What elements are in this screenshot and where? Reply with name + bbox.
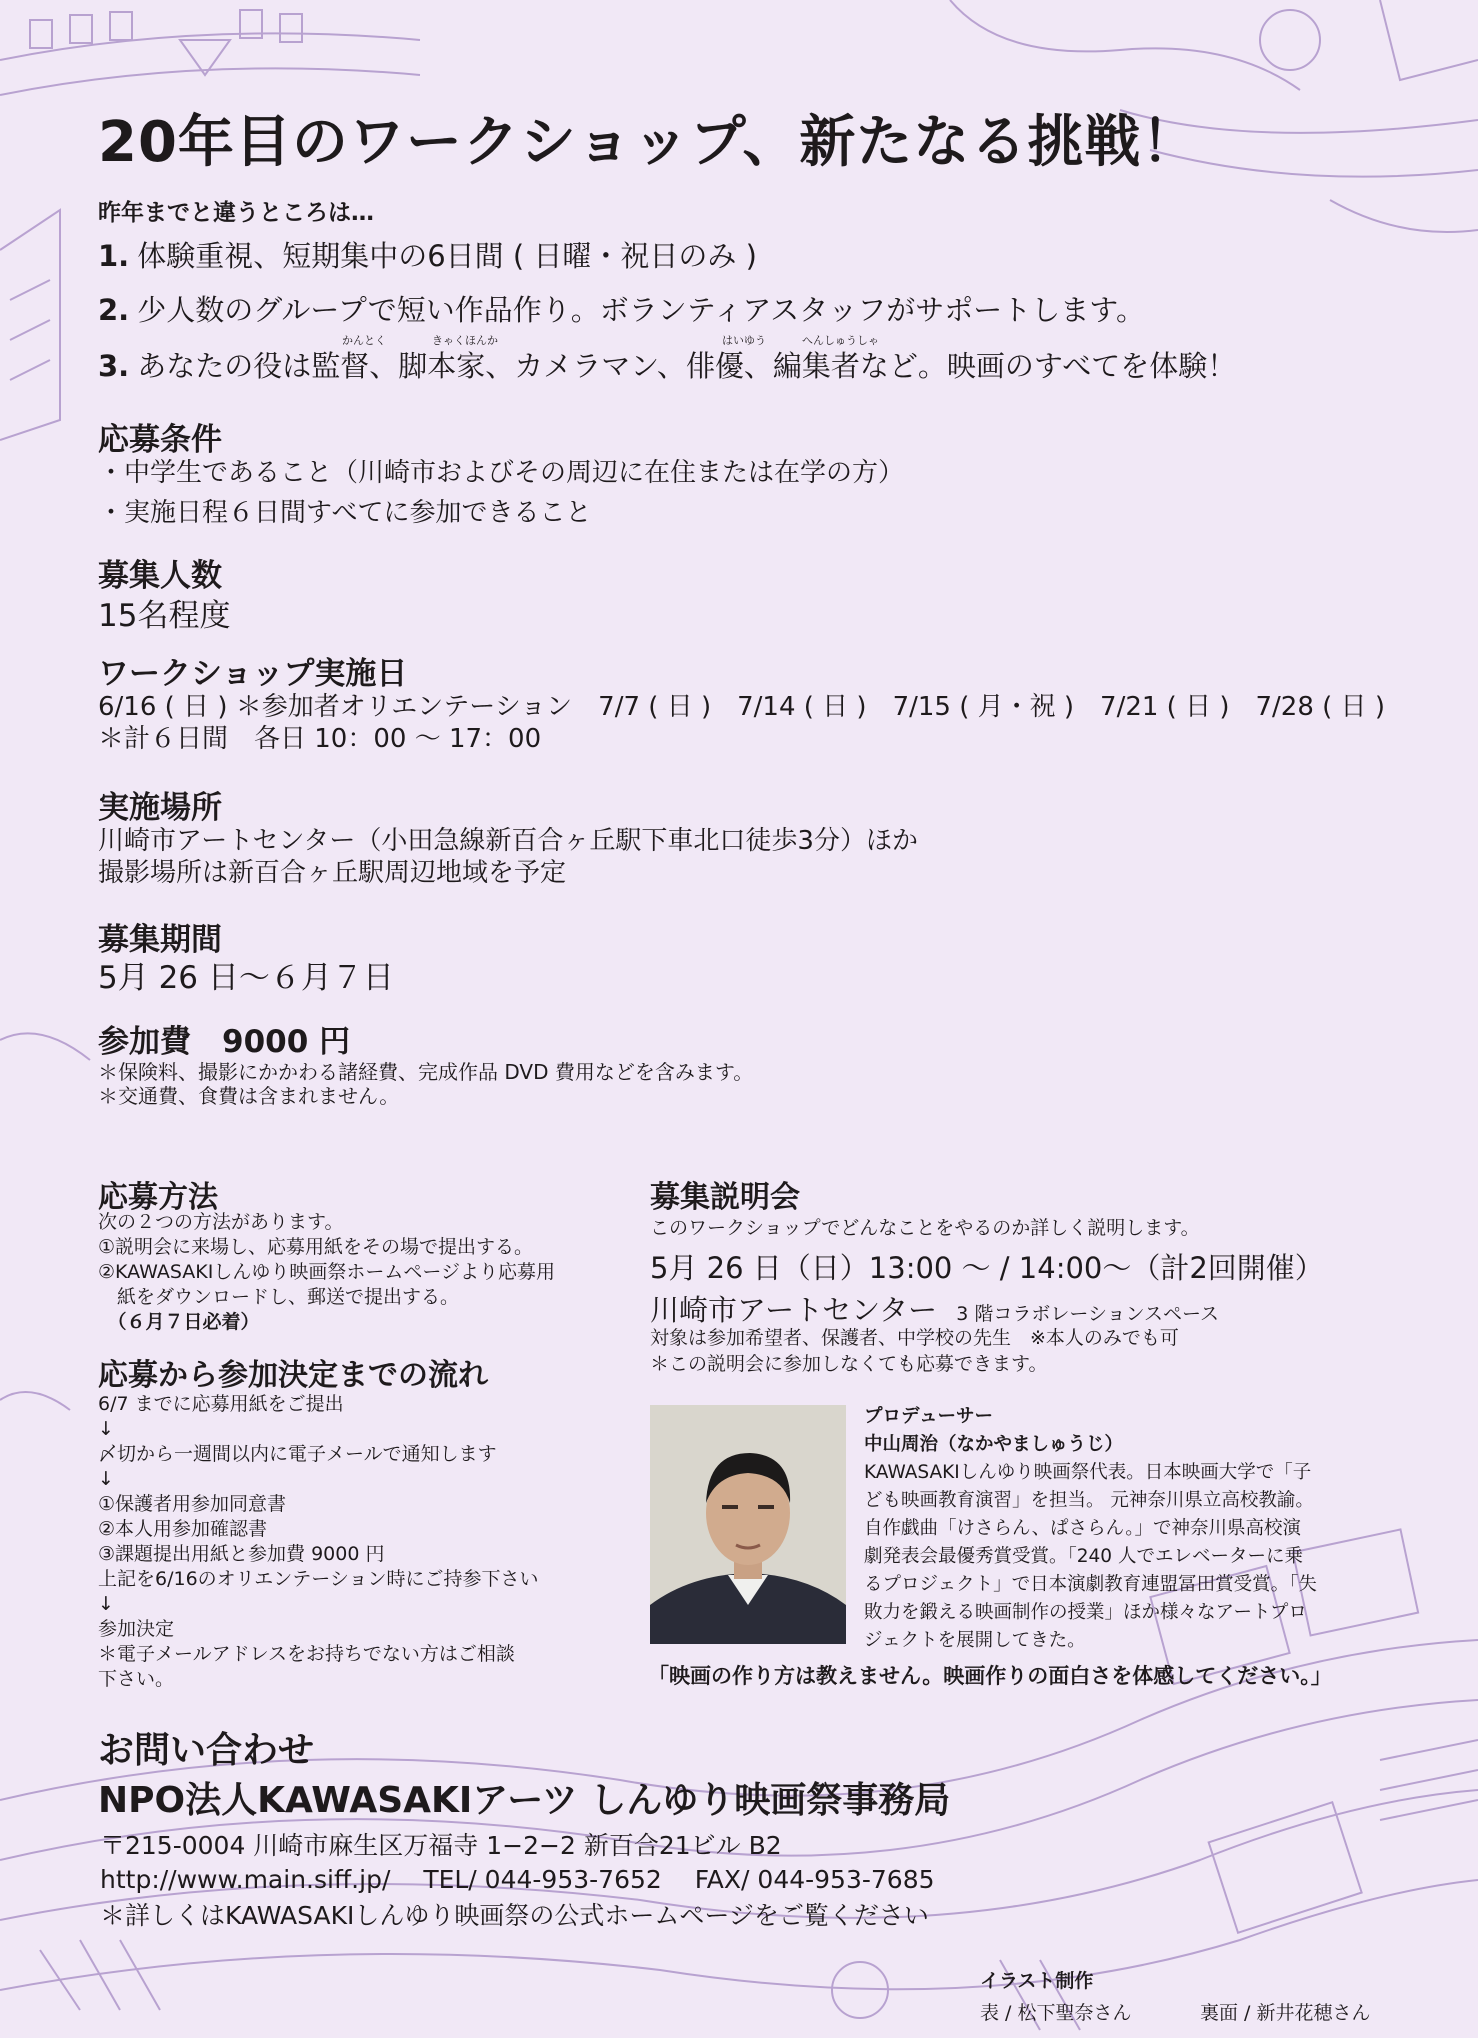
venue-line-2: 撮影場所は新百合ヶ丘駅周辺地域を予定 [98, 858, 567, 888]
differences-intro: 昨年までと違うところは… [98, 200, 374, 226]
flow-arrow: ↓ [98, 1593, 114, 1615]
dates-line-1: 6/16 ( 日 ) ＊参加者オリエンテーション 7/7 ( 日 ) 7/14 ( 日 ) 7/15 ( 月・祝 ) 7/21 ( 日 ) 7/28 ( 日 ) [98, 692, 1385, 722]
capacity-heading: 募集人数 [98, 558, 222, 594]
apply-method-heading: 応募方法 [98, 1180, 218, 1215]
contact-note: ＊詳しくはKAWASAKIしんゆり映画祭の公式ホームページをご覧ください [100, 1901, 929, 1930]
difference-item-3 [98, 344, 1236, 385]
producer-info [864, 1403, 1317, 1655]
difference-item-1 [98, 234, 757, 275]
credits-back: 裏面 / 新井花穂さん [1200, 2002, 1371, 2024]
flow-line: 参加決定 [98, 1618, 175, 1640]
producer-bio-line: 自作戯曲「けさらん、ぱさらん。」で神奈川県高校演 [864, 1518, 1301, 1539]
reading-kyakuhonka: きゃくほんか [432, 334, 498, 347]
producer-bio-line: 劇発表会最優秀賞受賞。「240 人でエレベーターに乗 [864, 1546, 1303, 1567]
flow-line: ③課題提出用紙と参加費 9000 円 [98, 1543, 385, 1565]
reading-henshusha: へんしゅうしゃ [802, 334, 879, 347]
condition-item-2: ・実施日程６日間すべてに参加できること [98, 498, 592, 528]
apply-method-list [98, 1210, 555, 1335]
item-number: 1. [98, 239, 130, 273]
producer-photo [650, 1405, 846, 1644]
item-number: 3. [98, 349, 130, 383]
producer-bio-line: ども映画教育演習」を担当。 元神奈川県立高校教諭。 [864, 1490, 1314, 1511]
venue-line-1: 川崎市アートセンター（小田急線新百合ヶ丘駅下車北口徒歩3分）ほか [98, 826, 918, 856]
producer-role: プロデューサー [864, 1406, 993, 1427]
period-value: 5月 26 日～６月７日 [98, 960, 394, 996]
fee-note-2: ＊交通費、食費は含まれません。 [98, 1084, 400, 1108]
contact-org: NPO法人KAWASAKIアーツ しんゆり映画祭事務局 [98, 1780, 951, 1821]
credits-label: イラスト制作 [980, 1970, 1094, 1992]
producer-name: 中山周治（なかやましゅうじ） [864, 1434, 1124, 1455]
difference-item-2 [98, 288, 1145, 329]
conditions-heading: 応募条件 [98, 422, 222, 458]
item-text: 少人数のグループで短い作品作り。ボランティアスタッフがサポートします。 [137, 293, 1145, 327]
flow-list [98, 1392, 539, 1692]
dates-line-2: ＊計６日間 各日 10：00 ～ 17：00 [98, 724, 542, 754]
item-text: あなたの役は監督、脚本家、カメラマン、俳優、編集者など。映画のすべてを体験！ [137, 349, 1237, 383]
producer-bio-line: 敗力を鍛える映画制作の授業」ほか様々なアートプロ [864, 1602, 1307, 1623]
flow-line: ①保護者用参加同意書 [98, 1493, 287, 1515]
apply-line: 紙をダウンロードし、郵送で提出する。 [98, 1286, 460, 1308]
briefing-room: 3 階コラボレーションスペース [956, 1303, 1220, 1325]
item-text: 体験重視、短期集中の6日間 ( 日曜・祝日のみ ) [137, 239, 757, 273]
flow-arrow: ↓ [98, 1468, 114, 1490]
reading-haiyu: はいゆう [722, 334, 766, 347]
flow-arrow: ↓ [98, 1418, 114, 1440]
capacity-value: 15名程度 [98, 598, 231, 634]
briefing-place-line [650, 1288, 1219, 1329]
briefing-datetime: 5月 26 日（日）13:00 ～ / 14:00～（計2回開催） [650, 1251, 1324, 1285]
credits-front: 表 / 松下聖奈さん [980, 2002, 1132, 2024]
apply-line: （６月７日必着） [98, 1311, 260, 1333]
item-number: 2. [98, 293, 130, 327]
producer-bio-line: るプロジェクト」で日本演劇教育連盟冨田賞受賞。「失 [864, 1574, 1317, 1595]
period-heading: 募集期間 [98, 922, 222, 958]
flow-line: ＊電子メールアドレスをお持ちでない方はご相談 [98, 1643, 515, 1665]
producer-bio-line: KAWASAKIしんゆり映画祭代表。日本映画大学で「子 [864, 1462, 1312, 1483]
flow-line: 上記を6/16のオリエンテーション時にご持参下さい [98, 1568, 539, 1590]
contact-address: 〒215-0004 川崎市麻生区万福寺 1−2−2 新百合21ビル B2 [100, 1831, 782, 1860]
headline: 20年目のワークショップ、新たなる挑戦！ [98, 110, 1199, 175]
apply-line: ①説明会に来場し、応募用紙をその場で提出する。 [98, 1236, 534, 1258]
producer-bio-line: ジェクトを展開してきた。 [864, 1630, 1086, 1651]
briefing-target: 対象は参加希望者、保護者、中学校の先生 ※本人のみでも可 [650, 1327, 1179, 1349]
flow-line: 6/7 までに応募用紙をご提出 [98, 1393, 344, 1415]
briefing-place: 川崎市アートセンター [650, 1293, 938, 1327]
contact-heading: お問い合わせ [98, 1730, 315, 1771]
flow-line: 〆切から一週間以内に電子メールで通知します [98, 1443, 497, 1465]
fee-note-1: ＊保険料、撮影にかかわる諸経費、完成作品 DVD 費用などを含みます。 [98, 1060, 754, 1084]
venue-heading: 実施場所 [98, 790, 222, 826]
dates-heading: ワークショップ実施日 [98, 656, 408, 692]
producer-quote: 「映画の作り方は教えません。映画作りの面白さを体感してください。」 [648, 1664, 1332, 1688]
contact-web-tel-fax: http://www.main.siff.jp/ TEL/ 044-953-7652 FAX/ 044-953-7685 [100, 1865, 935, 1894]
flow-heading: 応募から参加決定までの流れ [98, 1358, 488, 1393]
flow-line: ②本人用参加確認書 [98, 1518, 268, 1540]
flow-line: 下さい。 [98, 1668, 175, 1690]
briefing-intro: このワークショップでどんなことをやるのか詳しく説明します。 [650, 1217, 1200, 1239]
apply-line: ②KAWASAKIしんゆり映画祭ホームページより応募用 [98, 1261, 555, 1283]
apply-line: 次の２つの方法があります。 [98, 1211, 344, 1233]
fee-heading: 参加費 9000 円 [98, 1024, 351, 1060]
reading-kantoku: かんとく [342, 334, 386, 347]
briefing-heading: 募集説明会 [650, 1180, 800, 1215]
condition-item-1: ・中学生であること（川崎市およびその周辺に在住または在学の方） [98, 458, 905, 488]
briefing-note: ＊この説明会に参加しなくても応募できます。 [650, 1353, 1048, 1375]
